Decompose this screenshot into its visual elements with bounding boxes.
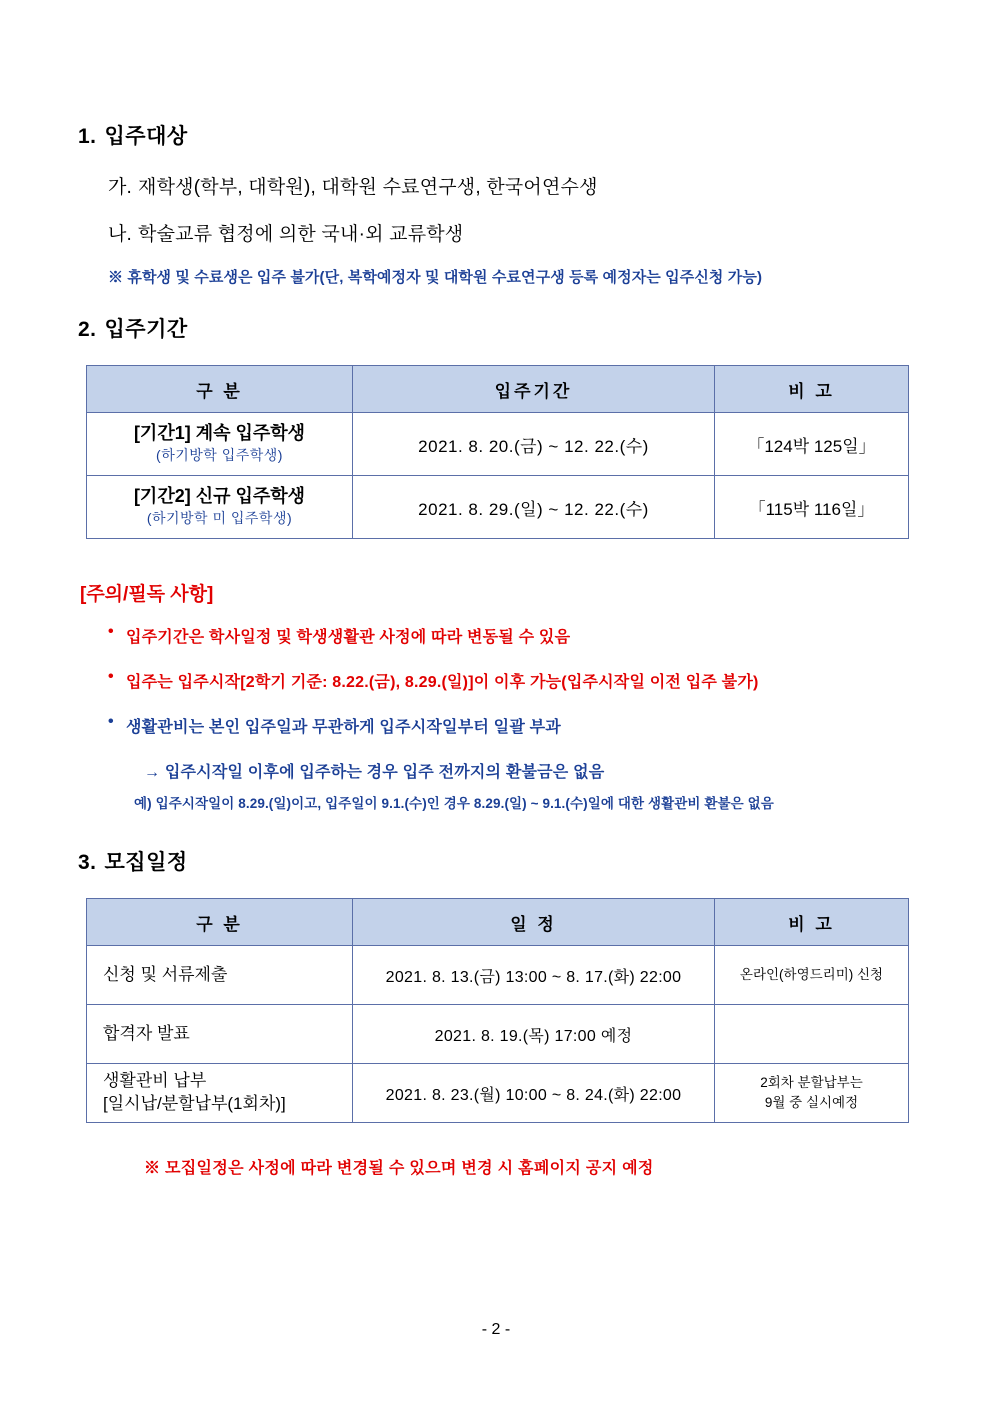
period-row-1-date: 2021. 8. 20.(금) ~ 12. 22.(수) bbox=[353, 413, 715, 476]
section-1-title: 입주대상 bbox=[104, 125, 188, 148]
schedule-row-1-remark bbox=[715, 946, 909, 1005]
caution-example-note: 예) 입주시작일이 8.29.(일)이고, 입주일이 9.1.(수)인 경우 8.29.(일) ~ 9.1.(수)일에 대한 생활관비 환불은 없음 bbox=[134, 796, 774, 811]
schedule-row-3-remark-line1: 2회차 분할납부는 bbox=[760, 1074, 863, 1090]
schedule-table-header-remark: 비 고 bbox=[715, 899, 909, 946]
section-1-item-b bbox=[108, 219, 914, 246]
schedule-row-3-name-line2: [일시납/분할납부(1회차)] bbox=[103, 1094, 286, 1113]
period-row-1-title: [기간1] 계속 입주학생 bbox=[133, 422, 306, 443]
schedule-row-2-name bbox=[87, 1005, 353, 1064]
schedule-table bbox=[86, 898, 909, 1123]
period-row-1-sub: (하기방학 입주학생) bbox=[156, 447, 283, 464]
period-row-2-sub: (하기방학 미 입주학생) bbox=[146, 510, 293, 527]
schedule-row-3-name-line1: 생활관비 납부 bbox=[103, 1071, 207, 1091]
section-2-heading bbox=[78, 313, 914, 343]
schedule-row-2-date: 2021. 8. 19.(목) 17:00 예정 bbox=[353, 1005, 715, 1064]
section-2-number: 2. bbox=[78, 318, 97, 341]
section-2-title: 입주기간 bbox=[104, 318, 188, 341]
caution-arrow-note: → 입주시작일 이후에 입주하는 경우 입주 전까지의 환불금은 없음 bbox=[144, 764, 605, 781]
section-1-item-b-label: 나. bbox=[108, 224, 133, 245]
section-1-item-a-text: 재학생(학부, 대학원), 대학원 수료연구생, 한국어연수생 bbox=[138, 177, 598, 198]
period-row-2-title: [기간2] 신규 입주학생 bbox=[133, 485, 306, 506]
period-table-header-division: 구 분 bbox=[87, 366, 353, 413]
list-item: • 입주기간은 학사일정 및 학생생활관 사정에 따라 변동될 수 있음 bbox=[108, 624, 914, 647]
schedule-row-1-date: 2021. 8. 13.(금) 13:00 ~ 8. 17.(화) 22:00 bbox=[353, 946, 715, 1005]
period-row-1-remark: 「124박 125일」 bbox=[715, 413, 909, 476]
period-table-header-remark: 비 고 bbox=[715, 366, 909, 413]
caution-title: [주의/필독 사항] bbox=[80, 584, 214, 605]
period-table-header-period: 입주기간 bbox=[353, 366, 715, 413]
page-number: - 2 - bbox=[481, 1321, 511, 1338]
schedule-row-2-remark bbox=[715, 1005, 909, 1064]
table-row bbox=[87, 476, 909, 539]
period-row-2-date: 2021. 8. 29.(일) ~ 12. 22.(수) bbox=[353, 476, 715, 539]
schedule-row-1-remark-line1: 온라인(하영드리미) 신청 bbox=[739, 966, 884, 982]
schedule-row-3-remark bbox=[715, 1064, 909, 1123]
period-table-header-row bbox=[87, 366, 909, 413]
schedule-row-2-name-line1: 합격자 발표 bbox=[103, 1023, 190, 1043]
table-row bbox=[87, 1005, 909, 1064]
schedule-row-3-date: 2021. 8. 23.(월) 10:00 ~ 8. 24.(화) 22:00 bbox=[353, 1064, 715, 1123]
schedule-table-header-schedule: 일 정 bbox=[353, 899, 715, 946]
section-3-heading bbox=[78, 846, 914, 876]
schedule-footnote: ※ 모집일정은 사정에 따라 변경될 수 있으며 변경 시 홈페이지 공지 예정 bbox=[144, 1160, 654, 1177]
period-table bbox=[86, 365, 909, 539]
schedule-row-3-name bbox=[87, 1064, 353, 1123]
schedule-row-1-name-line1: 신청 및 서류제출 bbox=[103, 964, 228, 984]
period-row-2-remark: 「115박 116일」 bbox=[715, 476, 909, 539]
table-row bbox=[87, 1064, 909, 1123]
schedule-row-1-name bbox=[87, 946, 353, 1005]
section-1-item-b-text: 학술교류 협정에 의한 국내·외 교류학생 bbox=[138, 224, 464, 245]
caution-list bbox=[108, 624, 914, 737]
section-1-item-a bbox=[108, 172, 914, 199]
list-item: • 생활관비는 본인 입주일과 무관하게 입주시작일부터 일괄 부과 bbox=[108, 714, 914, 737]
table-row bbox=[87, 413, 909, 476]
schedule-table-header-division: 구 분 bbox=[87, 899, 353, 946]
schedule-table-header-row bbox=[87, 899, 909, 946]
section-1-item-a-label: 가. bbox=[108, 177, 133, 198]
section-3-number: 3. bbox=[78, 851, 97, 874]
period-row-2-division bbox=[87, 476, 353, 539]
schedule-row-3-remark-line2: 9월 중 실시예정 bbox=[764, 1095, 859, 1110]
section-3-title: 모집일정 bbox=[104, 851, 188, 874]
table-row bbox=[87, 946, 909, 1005]
list-item: • 입주는 입주시작[2학기 기준: 8.22.(금), 8.29.(일)]이 이후 가능(입주시작일 이전 입주 불가) bbox=[108, 669, 914, 692]
section-1-heading bbox=[78, 120, 914, 150]
period-row-1-division bbox=[87, 413, 353, 476]
section-1-number: 1. bbox=[78, 125, 97, 148]
section-1-note: ※ 휴학생 및 수료생은 입주 불가(단, 복학예정자 및 대학원 수료연구생 등록 예정자는 입주신청 가능) bbox=[108, 269, 763, 286]
